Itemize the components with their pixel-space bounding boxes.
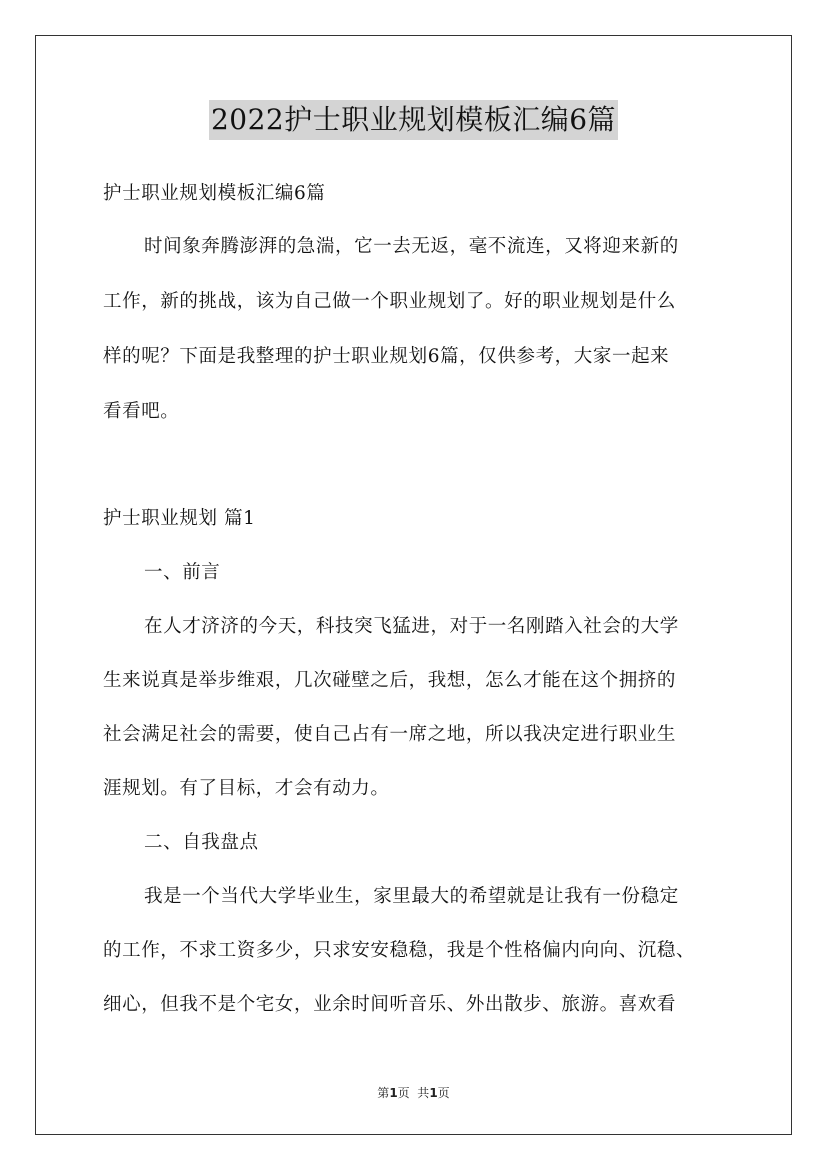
intro-line-3: 样的呢？下面是我整理的护士职业规划6篇，仅供参考，大家一起来 [103,346,670,367]
preface-line-2: 生来说真是举步维艰，几次碰壁之后，我想，怎么才能在这个拥挤的 [103,670,677,691]
self-review-line-3: 细心，但我不是个宅女，业余时间听音乐、外出散步、旅游。喜欢看 [103,994,677,1015]
intro-line-2: 工作，新的挑战，该为自己做一个职业规划了。好的职业规划是什么 [103,291,677,312]
self-review-line-2: 的工作，不求工资多少，只求安安稳稳，我是个性格偏内向向、沉稳、 [103,940,696,961]
page-footer [0,1084,827,1101]
footer-current-page: 1 [389,1086,398,1100]
title-container [0,100,827,140]
preface-line-1: 在人才济济的今天，科技突飞猛进，对于一名刚踏入社会的大学 [144,616,679,637]
footer-total-pages: 1 [429,1086,438,1100]
preface-line-3: 社会满足社会的需要，使自己占有一席之地，所以我决定进行职业生 [103,724,677,745]
preface-line-4: 涯规划。有了目标，才会有动力。 [103,778,390,799]
heading-self-review: 二、自我盘点 [144,832,259,853]
footer-suffix: 页 [437,1086,450,1100]
document-title: 2022护士职业规划模板汇编6篇 [209,100,618,140]
section-heading: 护士职业规划 篇1 [103,508,256,529]
heading-preface: 一、前言 [144,562,221,583]
intro-line-1: 时间象奔腾澎湃的急湍，它一去无返，毫不流连，又将迎来新的 [144,236,679,257]
footer-prefix: 第 [377,1086,390,1100]
document-subtitle: 护士职业规划模板汇编6篇 [103,183,326,204]
intro-line-4: 看看吧。 [103,401,180,422]
footer-mid: 页 共 [397,1086,430,1100]
self-review-line-1: 我是一个当代大学毕业生，家里最大的希望就是让我有一份稳定 [144,886,679,907]
